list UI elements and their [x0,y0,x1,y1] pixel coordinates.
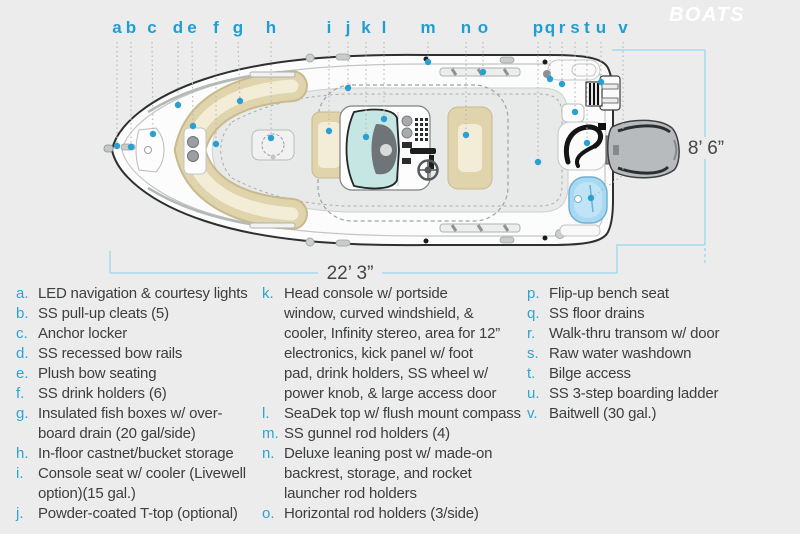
legend-text-n: Deluxe leaning post w/ made-on backrest, storage, and rocket launcher rod holders [284,445,493,502]
legend-text-l: SeaDek top w/ flush mount compass [284,405,521,422]
callout-letter-n: n [460,18,472,37]
callout-letters [0,0,800,40]
in-floor-storage [252,130,294,160]
callout-dot-e [190,123,196,129]
legend-letter-t: t. [527,365,536,382]
legend-text-h: In-floor castnet/bucket storage [38,445,234,462]
callout-letter-e: e [187,18,197,37]
speaker [402,116,412,126]
legend-letter-r: r. [527,325,536,342]
legend-text-f: SS drink holders (6) [38,385,167,402]
legend-item-q [527,304,793,324]
legend-text-e: Plush bow seating [38,365,157,382]
callout-dot-k [363,134,369,140]
callout-dot-g [237,98,243,104]
legend-letter-p: p. [527,285,540,302]
legend-text-t: Bilge access [549,365,631,382]
legend-letter-a: a. [16,285,29,302]
callout-letter-g: g [232,18,244,37]
legend-text-j: Powder-coated T-top (optional) [38,505,238,522]
callout-dot-i [326,128,332,134]
callout-dot-r [559,81,565,87]
callout-dot-o [480,69,486,75]
legend-item-f [16,384,260,404]
callout-letter-m: m [420,18,436,37]
legend-text-q: SS floor drains [549,305,645,322]
legend-letter-m: m. [262,425,279,442]
beam-dimension-label: 8’ 6” [687,138,725,159]
callout-letter-j: j [345,18,351,37]
steering-wheel [419,161,438,180]
callout-dot-q [547,76,553,82]
legend-letter-f: f. [16,385,25,402]
callout-letter-u: u [595,18,607,37]
callout-letter-k: k [361,18,371,37]
legend-item-p [527,284,793,304]
callout-letter-i: i [326,18,332,37]
callout-letter-s: s [570,18,580,37]
callout-letter-a: a [112,18,122,37]
legend-item-v [527,404,793,424]
callout-dot-c [150,131,156,137]
callout-dot-j [345,85,351,91]
legend-text-a: LED navigation & courtesy lights [38,285,248,302]
callout-letter-o: o [477,18,489,37]
legend-column-1 [16,284,260,524]
legend-letter-s: s. [527,345,539,362]
speaker [402,128,412,138]
legend-letter-l: l. [262,405,270,422]
callout-dot-m [425,59,431,65]
legend-item-b [16,304,260,324]
brand-logo: BOATS [668,4,745,26]
legend-letter-g: g. [16,405,29,422]
legend-text-p: Flip-up bench seat [549,285,669,302]
callout-dot-b [128,144,134,150]
legend-text-u: SS 3-step boarding ladder [549,385,719,402]
legend-letter-k: k. [262,285,274,302]
callout-dot-f [213,141,219,147]
legend-item-e [16,364,260,384]
callout-dot-t [584,140,590,146]
legend-letter-v: v. [527,405,538,422]
legend-text-s: Raw water washdown [549,345,692,362]
legend-item-j [16,504,260,524]
callout-letter-t: t [584,18,590,37]
swim-platform [560,225,600,236]
helm-console [340,106,438,190]
callout-letter-c: c [147,18,157,37]
leaning-post [448,107,492,189]
legend-letter-i: i. [16,465,24,482]
callout-letter-b: b [125,18,137,37]
legend-text-v: Baitwell (30 gal.) [549,405,657,422]
callout-dot-n [463,132,469,138]
legend-item-s [527,344,793,364]
legend-item-h [16,444,260,464]
callout-letter-d: d [172,18,184,37]
legend-item-u [527,384,793,404]
length-dimension-label: 22’ 3” [326,263,374,284]
legend-text-d: SS recessed bow rails [38,345,183,362]
legend-item-i [16,464,260,504]
legend-letter-u: u. [527,385,540,402]
legend-text-b: SS pull-up cleats (5) [38,305,169,322]
legend-letter-h: h. [16,445,29,462]
legend-letter-q: q. [527,305,540,322]
legend-text-g: Insulated fish boxes w/ over- board drain (20 gal/side) [38,405,223,442]
legend-letter-b: b. [16,305,29,322]
legend-item-c [16,324,260,344]
legend-item-t [527,364,793,384]
callout-dot-l [381,116,387,122]
legend-text-m: SS gunnel rod holders (4) [284,425,450,442]
legend-letter-o: o. [262,505,275,522]
callout-letter-p: p [532,18,544,37]
bow-backrest [184,128,206,174]
legend-item-k [262,284,524,404]
callout-dot-d [175,102,181,108]
walk-thru-transom [548,60,600,80]
legend-text-c: Anchor locker [38,325,128,342]
legend-text-o: Horizontal rod holders (3/side) [284,505,479,522]
legend-letter-e: e. [16,365,29,382]
callout-letter-v: v [618,18,628,37]
legend-item-g [16,404,260,444]
legend-letter-d: d. [16,345,29,362]
callout-dot-h [268,135,274,141]
legend-item-n [262,444,524,504]
callout-letter-h: h [265,18,277,37]
legend-letter-n: n. [262,445,275,462]
legend-item-l [262,404,524,424]
callout-dot-u [598,79,604,85]
legend-item-m [262,424,524,444]
legend-letter-c: c. [16,325,28,342]
legend-letter-j: j. [16,505,24,522]
legend-item-o [262,504,524,524]
legend-item-a [16,284,260,304]
legend-item-r [527,324,793,344]
callout-letter-l: l [381,18,387,37]
callout-letter-f: f [213,18,219,37]
legend-column-2 [262,284,524,524]
legend-text-k: Head console w/ portside window, curved windshield, & cooler, Infinity stereo, area for 12” electronics, kick panel w/ foot pad, drink holders, SS wheel w/ power knob, & large access door [284,285,501,402]
callout-dot-a [114,143,120,149]
baitwell [569,177,607,223]
callout-dot-p [535,159,541,165]
callout-dot-v [588,195,594,201]
legend-text-r: Walk-thru transom w/ door [549,325,720,342]
legend-text-i: Console seat w/ cooler (Livewell option)(15 gal.) [38,465,246,502]
callout-dot-s [572,109,578,115]
outboard-motor [606,120,679,177]
legend-column-3 [527,284,793,424]
legend-item-d [16,344,260,364]
callout-letter-q: q [544,18,556,37]
callout-letter-r: r [558,18,566,37]
